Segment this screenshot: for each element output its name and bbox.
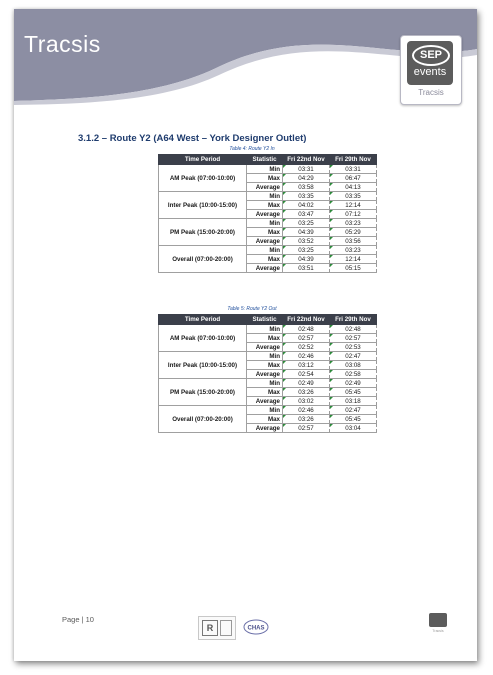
value-cell-22nd: 02:57	[283, 424, 330, 433]
statistic-cell: Min	[247, 192, 283, 201]
time-period-cell: Inter Peak (10:00-15:00)	[159, 192, 247, 219]
value-cell-22nd: 02:52	[283, 343, 330, 352]
time-period-cell: Overall (07:00-20:00)	[159, 406, 247, 433]
sep-events-logo	[400, 35, 462, 105]
table-row	[159, 379, 377, 388]
statistic-cell: Average	[247, 237, 283, 246]
statistic-cell: Average	[247, 343, 283, 352]
value-cell-29th: 12:14	[330, 255, 377, 264]
statistic-cell: Min	[247, 165, 283, 174]
table-row	[159, 325, 377, 334]
statistic-cell: Average	[247, 210, 283, 219]
table-caption-in: Table 4: Route Y2 In	[229, 146, 275, 152]
statistic-cell: Max	[247, 228, 283, 237]
table-caption-out: Table 5: Route Y2 Out	[227, 306, 277, 312]
statistic-cell: Max	[247, 334, 283, 343]
statistic-cell: Max	[247, 201, 283, 210]
value-cell-29th: 05:45	[330, 388, 377, 397]
time-period-cell: Inter Peak (10:00-15:00)	[159, 352, 247, 379]
chas-logo-icon	[243, 618, 269, 636]
table-header-row	[159, 315, 377, 325]
column-header: Fri 22nd Nov	[283, 315, 330, 325]
statistic-cell: Max	[247, 174, 283, 183]
column-header: Fri 22nd Nov	[283, 155, 330, 165]
value-cell-29th: 03:08	[330, 361, 377, 370]
statistic-cell: Average	[247, 370, 283, 379]
value-cell-22nd: 04:39	[283, 255, 330, 264]
events-logo-text: events	[413, 66, 447, 78]
section-title: 3.1.2 – Route Y2 (A64 West – York Designer Outlet)	[78, 133, 307, 144]
value-cell-22nd: 04:29	[283, 174, 330, 183]
value-cell-29th: 02:57	[330, 334, 377, 343]
table-row	[159, 406, 377, 415]
statistic-cell: Min	[247, 325, 283, 334]
value-cell-29th: 06:47	[330, 174, 377, 183]
footer-sep-logo-icon	[429, 613, 447, 627]
value-cell-29th: 03:31	[330, 165, 377, 174]
value-cell-22nd: 03:25	[283, 219, 330, 228]
column-header: Fri 29th Nov	[330, 315, 377, 325]
brand-wordmark: Tracsis	[24, 31, 101, 57]
r-logo-icon: R	[202, 620, 218, 636]
statistic-cell: Min	[247, 246, 283, 255]
statistic-cell: Min	[247, 219, 283, 228]
value-cell-22nd: 03:26	[283, 415, 330, 424]
value-cell-29th: 03:56	[330, 237, 377, 246]
value-cell-22nd: 03:35	[283, 192, 330, 201]
statistic-cell: Min	[247, 379, 283, 388]
column-header: Statistic	[247, 315, 283, 325]
logo-company-text: Tracsis	[418, 88, 444, 97]
value-cell-22nd: 03:12	[283, 361, 330, 370]
value-cell-22nd: 03:52	[283, 237, 330, 246]
statistic-cell: Average	[247, 397, 283, 406]
time-period-cell: PM Peak (15:00-20:00)	[159, 379, 247, 406]
value-cell-22nd: 03:58	[283, 183, 330, 192]
document-page	[14, 9, 477, 661]
table-row	[159, 165, 377, 174]
value-cell-22nd: 02:48	[283, 325, 330, 334]
footer-logo-company: Tracsis	[432, 629, 444, 633]
value-cell-29th: 05:29	[330, 228, 377, 237]
value-cell-29th: 05:15	[330, 264, 377, 273]
time-period-cell: AM Peak (07:00-10:00)	[159, 165, 247, 192]
value-cell-22nd: 02:46	[283, 352, 330, 361]
certificate-icon	[220, 620, 232, 636]
time-period-cell: Overall (07:00-20:00)	[159, 246, 247, 273]
statistic-cell: Max	[247, 361, 283, 370]
statistic-cell: Average	[247, 264, 283, 273]
value-cell-22nd: 02:46	[283, 406, 330, 415]
value-cell-22nd: 03:02	[283, 397, 330, 406]
value-cell-22nd: 02:49	[283, 379, 330, 388]
statistic-cell: Min	[247, 352, 283, 361]
time-period-cell: PM Peak (15:00-20:00)	[159, 219, 247, 246]
value-cell-29th: 02:48	[330, 325, 377, 334]
value-cell-29th: 02:58	[330, 370, 377, 379]
value-cell-22nd: 02:57	[283, 334, 330, 343]
value-cell-29th: 05:45	[330, 415, 377, 424]
column-header: Statistic	[247, 155, 283, 165]
statistic-cell: Min	[247, 406, 283, 415]
statistic-cell: Max	[247, 415, 283, 424]
sep-logo-text: SEP	[412, 45, 450, 66]
statistic-cell: Average	[247, 424, 283, 433]
value-cell-29th: 03:23	[330, 219, 377, 228]
value-cell-22nd: 02:54	[283, 370, 330, 379]
value-cell-29th: 03:04	[330, 424, 377, 433]
table-row	[159, 219, 377, 228]
statistic-cell: Max	[247, 255, 283, 264]
value-cell-22nd: 03:26	[283, 388, 330, 397]
value-cell-29th: 03:23	[330, 246, 377, 255]
value-cell-22nd: 04:39	[283, 228, 330, 237]
value-cell-29th: 04:13	[330, 183, 377, 192]
column-header: Time Period	[159, 315, 247, 325]
column-header: Fri 29th Nov	[330, 155, 377, 165]
value-cell-22nd: 03:47	[283, 210, 330, 219]
value-cell-29th: 02:47	[330, 352, 377, 361]
value-cell-29th: 02:49	[330, 379, 377, 388]
table-row	[159, 192, 377, 201]
page-number: Page | 10	[62, 615, 94, 624]
value-cell-22nd: 03:25	[283, 246, 330, 255]
statistic-cell: Average	[247, 183, 283, 192]
accreditation-badge	[198, 616, 236, 640]
column-header: Time Period	[159, 155, 247, 165]
table-row	[159, 352, 377, 361]
value-cell-29th: 03:18	[330, 397, 377, 406]
table-header-row	[159, 155, 377, 165]
value-cell-29th: 02:53	[330, 343, 377, 352]
time-period-cell: AM Peak (07:00-10:00)	[159, 325, 247, 352]
value-cell-29th: 07:12	[330, 210, 377, 219]
table-row	[159, 246, 377, 255]
statistic-cell: Max	[247, 388, 283, 397]
value-cell-29th: 03:35	[330, 192, 377, 201]
value-cell-22nd: 04:02	[283, 201, 330, 210]
route-y2-out-table	[158, 314, 377, 433]
value-cell-29th: 12:14	[330, 201, 377, 210]
value-cell-22nd: 03:51	[283, 264, 330, 273]
route-y2-in-table	[158, 154, 377, 273]
chas-logo-text: CHAS	[247, 625, 265, 632]
value-cell-22nd: 03:31	[283, 165, 330, 174]
value-cell-29th: 02:47	[330, 406, 377, 415]
sep-logo-mark	[407, 41, 453, 85]
